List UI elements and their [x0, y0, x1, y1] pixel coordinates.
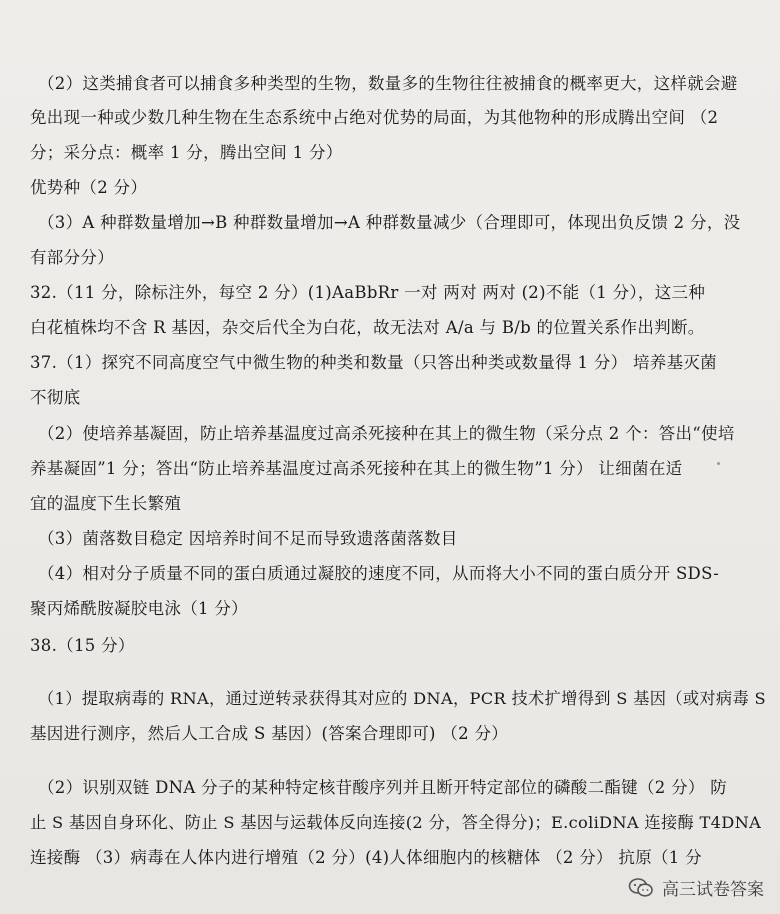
- text-line: （2）识别双链 DNA 分子的某种特定核苷酸序列并且断开特定部位的磷酸二酯键（2 分） 防: [38, 778, 728, 797]
- text-line: 基因进行测序，然后人工合成 S 基因）(答案合理即可) （2 分）: [30, 724, 509, 743]
- chat-bubble-icon: [628, 877, 654, 899]
- text-line: （1）提取病毒的 RNA，通过逆转录获得其对应的 DNA，PCR 技术扩增得到 S 基因（或对病毒 S: [38, 689, 766, 708]
- text-line: 宜的温度下生长繁殖: [30, 494, 182, 513]
- text-line: 32.（11 分，除标注外，每空 2 分）(1)AaBbRr 一对 两对 两对 (2)不能（1 分），这三种: [30, 283, 706, 302]
- text-line: 白花植株均不含 R 基因，杂交后代全为白花，故无法对 A/a 与 B/b 的位置关系作出判断。: [30, 318, 705, 337]
- text-line: 分；采分点：概率 1 分，腾出空间 1 分）: [30, 143, 343, 162]
- text-line: 连接酶 （3）病毒在人体内进行增殖（2 分）(4)人体细胞内的核糖体 （2 分） 抗原（1 分: [30, 848, 702, 867]
- text-line: 优势种（2 分）: [30, 178, 148, 197]
- text-line: 聚丙烯酰胺凝胶电泳（1 分）: [30, 599, 248, 618]
- text-line: （2）这类捕食者可以捕食多种类型的生物，数量多的生物往往被捕食的概率更大，这样就会避: [38, 74, 738, 93]
- text-line: 不彻底: [30, 388, 81, 407]
- text-line: 养基凝固”1 分；答出“防止培养基温度过高杀死接种在其上的微生物”1 分） 让细菌在适: [30, 459, 683, 478]
- text-line: （3）菌落数目稳定 因培养时间不足而导致遗落菌落数目: [38, 529, 458, 548]
- text-line: （2）使培养基凝固，防止培养基温度过高杀死接种在其上的微生物（采分点 2 个：答出“使培: [38, 424, 735, 443]
- watermark: [628, 875, 764, 900]
- paper-speck: [717, 462, 720, 465]
- text-line: 38.（15 分）: [30, 636, 135, 655]
- text-line: （4）相对分子质量不同的蛋白质通过凝胶的速度不同，从而将大小不同的蛋白质分开 SDS-: [38, 564, 720, 583]
- watermark-text: 高三试卷答案: [662, 880, 764, 900]
- text-line: 有部分分）: [30, 248, 114, 267]
- text-line: 止 S 基因自身环化、防止 S 基因与运载体反向连接(2 分，答全得分)；E.coliDNA 连接酶 T4DNA: [30, 813, 762, 832]
- text-line: 37.（1）探究不同高度空气中微生物的种类和数量（只答出种类或数量得 1 分） 培养基灭菌: [30, 353, 717, 372]
- text-line: （3）A 种群数量增加→B 种群数量增加→A 种群数量减少（合理即可，体现出负反馈 2 分，没: [38, 213, 741, 232]
- text-line: 免出现一种或少数几种生物在生态系统中占绝对优势的局面，为其他物种的形成腾出空间 （2: [30, 108, 719, 127]
